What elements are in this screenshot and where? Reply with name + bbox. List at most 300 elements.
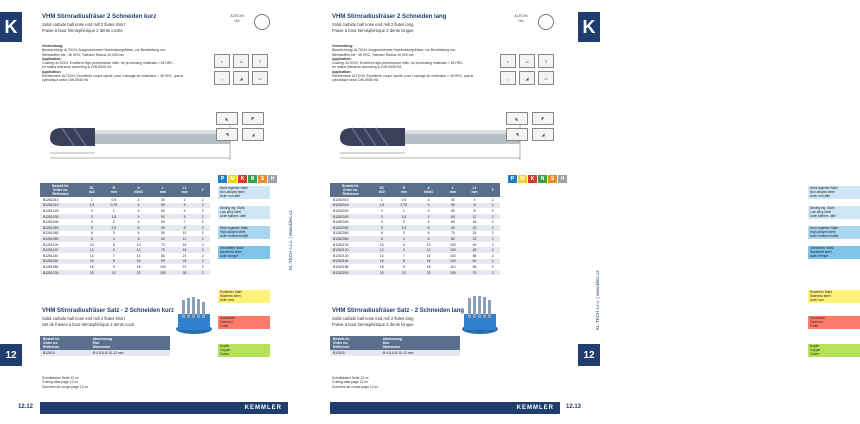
table-cell: 60: [442, 225, 464, 231]
table-cell: 2: [485, 270, 500, 276]
table-cell: 110: [450, 264, 456, 269]
material-label: Fonte: [220, 323, 229, 328]
table-cell: 7: [402, 253, 405, 258]
iso-material-codes-left: [218, 175, 277, 183]
table-cell: 9: [402, 264, 405, 269]
table-cell: 9: [112, 264, 115, 269]
column-header: R mm: [392, 183, 415, 197]
column-header: d h6/d1: [125, 183, 152, 197]
table-cell: 2: [201, 220, 204, 225]
slot-icon: ⊔: [519, 54, 535, 68]
application-line: Application:: [42, 56, 62, 61]
table-cell: 8: [81, 236, 102, 242]
table-cell: 2: [90, 208, 93, 213]
table-cell: B1262180: [333, 264, 349, 269]
set-column-header: Abmessung Size Dimension: [380, 336, 460, 350]
k-tab-left: [0, 12, 22, 42]
table-cell: 0,75: [392, 203, 415, 209]
table-cell: B1261060: [43, 231, 59, 236]
coating-label: ALTiCrN: [230, 14, 244, 18]
table-cell: B1261040: [43, 220, 59, 225]
table-cell: 56: [472, 253, 477, 258]
table-cell: 80: [442, 236, 464, 242]
iso-code-badge: H: [558, 175, 567, 183]
table-cell: 14: [136, 253, 141, 258]
table-cell: 16: [125, 259, 152, 265]
table-cell: 60: [450, 220, 455, 225]
table-cell: 2: [195, 225, 210, 231]
table-cell: 7: [183, 220, 186, 225]
page-title-right: VHM Stirnradiusfräser 2 Schneiden lang: [332, 14, 447, 20]
table-cell: 4: [137, 208, 140, 213]
table-cell: 1,5: [81, 203, 102, 209]
table-cell: 1: [380, 197, 383, 202]
set-table-right: [330, 336, 460, 356]
coating-sub: HA: [234, 19, 240, 23]
application-line: Verwendung:: [42, 44, 64, 48]
table-cell: 2: [485, 236, 500, 242]
vertical-website-text-right: KL-TECH s.r.o. | www.kltec.cz: [595, 270, 600, 330]
table-cell: 21: [182, 253, 187, 258]
set-cell: B12615: [40, 350, 90, 356]
tool-drawing-right: [330, 108, 530, 168]
table-cell: B1261030: [40, 214, 81, 220]
cutting-data-note-right: [332, 376, 378, 389]
material-label: Kupfer: [810, 344, 820, 348]
table-cell: 0,5: [111, 197, 117, 202]
table-cell: 4: [427, 197, 430, 202]
table-cell: 16: [371, 259, 392, 265]
table-cell: 5: [174, 214, 196, 220]
application-line: for radius tolerance according to DIN 6535 HA: [332, 65, 402, 70]
table-cell: 12: [174, 236, 196, 242]
table-cell: B1262030: [330, 214, 371, 220]
table-cell: 3: [402, 231, 405, 236]
set-column-header: Bestell-Nr. Order no. Référence: [40, 336, 90, 350]
cutting-data-line: Cutting data page 12.xx: [42, 380, 78, 385]
set-row: [40, 350, 170, 356]
shank-icon: ▭: [252, 71, 268, 85]
table-cell: 3: [174, 203, 196, 209]
material-label: Niedrig leg. Stahl: [810, 206, 835, 210]
spec-table-left: [40, 183, 210, 275]
application-line: Application:: [332, 56, 352, 61]
column-header: L mm: [152, 183, 174, 197]
workpiece-icon-3: ◥: [506, 128, 528, 141]
table-cell: 2: [201, 208, 204, 213]
table-cell: 2: [491, 253, 494, 258]
table-cell: 150: [442, 270, 464, 276]
material-label: Rostfreier Stahl: [810, 290, 832, 294]
material-box: [218, 206, 270, 219]
table-cell: 6: [90, 231, 93, 236]
table-cell: 5: [81, 225, 102, 231]
table-cell: 8: [415, 236, 442, 242]
table-cell: B1262040: [333, 220, 349, 225]
table-cell: 6: [392, 247, 415, 253]
table-cell: 1: [402, 208, 405, 213]
table-cell: 2: [491, 264, 494, 269]
iso-code-badge: H: [268, 175, 277, 183]
material-label: Nicht legierter Stahl: [220, 186, 248, 190]
material-box: [218, 226, 270, 239]
table-cell: 5: [371, 225, 392, 231]
table-cell: B1261020: [43, 208, 59, 213]
column-header: R mm: [102, 183, 125, 197]
chapter-tab-left: [0, 344, 22, 366]
application-line: Werkstoffen bis ~48 HRC, Toleranz Radius ±0,005 mm: [42, 52, 125, 57]
table-cell: 2: [491, 242, 494, 247]
column-header: Bestell-Nr. Order no. Référence: [330, 183, 371, 197]
table-cell: 6: [464, 203, 486, 209]
table-cell: 50: [152, 214, 174, 220]
table-cell: 50: [450, 197, 455, 202]
table-cell: B1261050: [40, 225, 81, 231]
table-cell: 4: [125, 203, 152, 209]
material-box: [808, 246, 860, 259]
table-cell: 100: [152, 270, 174, 276]
tool-icons-left: [214, 54, 274, 85]
table-cell: 100: [442, 259, 464, 265]
table-cell: 4: [392, 236, 415, 242]
cut-profile-icon: ◗: [214, 54, 230, 68]
material-label: Acier trempé: [810, 253, 829, 258]
table-cell: 65: [472, 264, 477, 269]
table-cell: 27: [182, 264, 187, 269]
table-cell: 12: [125, 247, 152, 253]
table-cell: 12: [415, 247, 442, 253]
workpiece-icon-2: ◤: [532, 112, 554, 125]
table-cell: 8: [125, 236, 152, 242]
table-cell: 70: [160, 242, 165, 247]
material-label: Gusseisen: [810, 316, 826, 320]
set-title-left: VHM Stirnradiusfräser Satz - 2 Schneiden kurz: [42, 308, 175, 314]
chapter-number: 12: [5, 349, 17, 361]
table-cell: 1: [112, 208, 115, 213]
table-cell: 2: [491, 231, 494, 236]
material-box: [808, 290, 860, 303]
material-label: Cuivre: [220, 351, 230, 356]
application-line: Coating: ALTiCrN, Excellent high-performance mills, for processing materials < 48 HRC,: [42, 61, 174, 66]
table-cell: 10: [102, 270, 125, 276]
table-cell: 1: [90, 197, 93, 202]
page-number-left: 12.12: [18, 404, 34, 410]
material-label: Acier faiblem. allié: [810, 213, 836, 218]
table-cell: 50: [152, 225, 174, 231]
table-cell: B1262020: [333, 208, 349, 213]
table-cell: 4: [427, 220, 430, 225]
table-cell: 14: [89, 253, 94, 258]
cutting-data-line: Schnittdaten Seite 12.xx: [332, 376, 369, 380]
right-page: [300, 0, 839, 424]
table-cell: B1261140: [43, 253, 59, 258]
table-cell: B1261160: [40, 259, 81, 265]
table-cell: 16: [415, 259, 442, 265]
k-tab-label: K: [4, 16, 18, 37]
application-line: Werkstoffen bis ~48 HRC, Toleranz Radius ±0,005 mm: [332, 52, 415, 57]
set-title-right: VHM Stirnradiusfräser Satz - 2 Schneiden lang: [332, 308, 465, 314]
table-cell: 90: [152, 259, 174, 265]
iso-code-badge: N: [538, 175, 547, 183]
iso-code-badge: N: [248, 175, 257, 183]
cutting-data-note-left: [42, 376, 88, 389]
coating-sub: HA: [518, 19, 524, 23]
table-cell: B1261100: [43, 242, 59, 247]
shank-icon: ▭: [538, 71, 554, 85]
flute-icon-right: [538, 14, 554, 30]
table-cell: 60: [464, 259, 486, 265]
material-label: Cast iron: [810, 319, 823, 324]
material-illustrations-left: [216, 112, 266, 140]
table-cell: 4: [415, 214, 442, 220]
material-box: [808, 206, 860, 219]
table-cell: 8: [473, 208, 476, 213]
material-label: High-alloyed steel: [220, 229, 246, 234]
application-line: Coating: ALTiCrN, Excellent high-performance mills, for processing materials < 48 HRC,: [332, 61, 464, 66]
material-label: Kupfer: [220, 344, 230, 348]
application-line: Revêtement: ALTiCrN, Excellente coupe rapide, pour l'usinage de matériaux < 48 HRC, queue: [42, 74, 184, 79]
material-label: Low-alloy steel: [220, 209, 242, 214]
cutting-data-line: Schnittdaten Seite 12.xx: [42, 376, 79, 380]
table-cell: 4: [137, 220, 140, 225]
contour-icon: ◡: [214, 71, 230, 85]
ramp-icon: ◢: [233, 71, 249, 85]
material-box: [808, 344, 860, 357]
table-cell: 12: [81, 247, 102, 253]
application-line: Verwendung:: [332, 44, 354, 48]
table-cell: 2: [195, 270, 210, 276]
material-box: [218, 246, 270, 259]
table-cell: 2: [491, 197, 494, 202]
table-cell: 30: [174, 270, 196, 276]
table-cell: 32: [464, 236, 486, 242]
contour-icon: ◡: [500, 71, 516, 85]
table-cell: 4: [380, 220, 383, 225]
application-line: Application:: [42, 69, 62, 74]
set-row: [330, 350, 460, 356]
table-cell: 5: [402, 242, 405, 247]
set-cell: Ø 4-5-6-8-10-12 mm: [380, 350, 460, 356]
table-cell: 8: [174, 225, 196, 231]
table-cell: B1262010: [333, 197, 349, 202]
column-header: D1 h10: [81, 183, 102, 197]
table-cell: 14: [379, 253, 384, 258]
table-cell: 2: [485, 259, 500, 265]
table-cell: 6: [125, 225, 152, 231]
material-label: Acier non allié: [810, 193, 831, 198]
chapter-number: 12: [583, 349, 595, 361]
subtitle-fr-right: Fraise à bout hémisphérique 2 dents longue: [332, 28, 414, 33]
material-label: Gusseisen: [220, 316, 236, 320]
subtitle-en-right: Solid carbide ball nose end mill 2 flutes long: [332, 22, 414, 27]
page-title-left: VHM Stirnradiusfräser 2 Schneiden kurz: [42, 14, 157, 20]
spec-table-right: [330, 183, 500, 275]
k-tab-label: K: [582, 16, 596, 37]
application-line: Beschichtung: ALTiCrN, Ausgezeichnete Hochleistungsfräser, zur Bearbeitung von: [42, 48, 166, 53]
table-cell: 0,5: [401, 197, 407, 202]
table-cell: 2: [485, 203, 500, 209]
table-cell: 18: [136, 264, 141, 269]
application-line: cylindrique selon DIN 6535 HA: [332, 78, 379, 83]
table-cell: 2: [380, 208, 383, 213]
brand-logo: KEMMLER: [244, 405, 282, 411]
end-mill-image: [50, 128, 230, 146]
workpiece-icon-2: ◤: [242, 112, 264, 125]
material-label: Hardened steel: [810, 249, 832, 254]
subtitle-en-left: Solid carbide ball nose end mill 2 flutes short: [42, 22, 125, 27]
material-label: High-alloyed steel: [810, 229, 836, 234]
set-subtitle-en-left: Solid carbide ball nose end mill 2 flutes short: [42, 316, 125, 321]
coating-label: ALTiCrN: [514, 14, 528, 18]
material-label: Acier inox.: [810, 297, 825, 302]
plunge-icon: ↧: [538, 54, 554, 68]
material-box: [218, 316, 270, 329]
table-header-row: [330, 183, 500, 197]
table-cell: 70: [450, 231, 455, 236]
cutting-data-line: Données de coupe page 12.xx: [332, 384, 378, 389]
table-cell: B1261015: [40, 203, 81, 209]
set-subtitle-en-right: Solid carbide ball nose end mill 2 flutes long: [332, 316, 414, 321]
table-cell: 10: [426, 242, 431, 247]
end-mill-image: [340, 128, 520, 146]
material-label: Hoch legierter Stahl: [810, 226, 838, 230]
table-cell: 12: [371, 247, 392, 253]
material-label: Acier trempé: [220, 253, 239, 258]
table-cell: 10: [89, 242, 94, 247]
table-cell: 50: [442, 203, 464, 209]
table-cell: 10: [392, 270, 415, 276]
table-cell: B1261120: [40, 247, 81, 253]
workpiece-icon-4: ◢: [242, 128, 264, 141]
iso-code-badge: M: [228, 175, 237, 183]
table-cell: 4: [183, 208, 186, 213]
k-tab-right: [578, 12, 600, 42]
set-table-left: [40, 336, 170, 356]
material-label: Rostfreier Stahl: [220, 290, 242, 294]
table-row: [330, 270, 500, 276]
table-cell: 2: [491, 208, 494, 213]
table-cell: 75: [152, 247, 174, 253]
material-label: Copper: [220, 347, 231, 352]
iso-code-badge: P: [508, 175, 517, 183]
set-subtitle-fr-right: Fraise à bout hémisphérique 2 dents longue: [332, 322, 414, 327]
table-cell: 24: [174, 259, 196, 265]
material-label: Stainless steel: [220, 293, 241, 298]
set-cell: Ø 4-5-6-8-10-12 mm: [90, 350, 170, 356]
table-cell: 2: [485, 225, 500, 231]
table-cell: 20: [81, 270, 102, 276]
table-cell: 18: [89, 264, 94, 269]
cutting-data-line: Données de coupe page 12.xx: [42, 384, 88, 389]
material-label: Cast iron: [220, 319, 233, 324]
table-cell: B1262200: [330, 270, 371, 276]
table-cell: 2: [195, 203, 210, 209]
column-header: Z: [195, 183, 210, 197]
table-cell: 4: [427, 208, 430, 213]
material-label: Acier fortement allié: [810, 233, 839, 238]
table-cell: 2,5: [392, 225, 415, 231]
table-cell: 50: [160, 231, 165, 236]
table-cell: 4: [90, 220, 93, 225]
set-header-row: [40, 336, 170, 350]
table-cell: 14: [426, 253, 431, 258]
table-cell: 20: [415, 270, 442, 276]
application-line: for radius tolerance according to DIN 6535 HA: [42, 65, 112, 70]
workpiece-icon: ◣: [216, 112, 238, 125]
left-page: [0, 0, 300, 424]
table-cell: 4: [415, 203, 442, 209]
table-header-row: [40, 183, 210, 197]
vertical-website-text: KL-TECH s.r.o. | www.kltec.cz: [288, 210, 293, 270]
material-box: [808, 316, 860, 329]
table-cell: 100: [442, 247, 464, 253]
table-row: [40, 270, 210, 276]
material-illustrations-right: [506, 112, 556, 140]
material-label: Acier faiblem. allié: [220, 213, 246, 218]
table-cell: 24: [472, 231, 477, 236]
material-box: [808, 186, 860, 199]
table-cell: 3: [112, 231, 115, 236]
tool-drawing-left: [40, 108, 240, 168]
table-cell: 7: [112, 253, 115, 258]
table-cell: B1262120: [330, 247, 371, 253]
table-cell: 6: [380, 231, 383, 236]
table-cell: 15: [182, 242, 187, 247]
application-line: cylindrique selon DIN 6535 HA: [42, 78, 89, 83]
material-label: Acier inox.: [220, 297, 235, 302]
table-cell: 2: [195, 247, 210, 253]
table-cell: 18: [174, 247, 196, 253]
table-cell: 100: [450, 242, 456, 247]
table-cell: 2: [201, 242, 204, 247]
flute-icon-left: [254, 14, 270, 30]
table-cell: 40: [472, 242, 477, 247]
table-cell: 2: [491, 220, 494, 225]
material-label: Copper: [810, 347, 821, 352]
material-label: Acier fortement allié: [220, 233, 249, 238]
table-cell: 50: [160, 197, 165, 202]
table-cell: 50: [450, 208, 455, 213]
table-cell: 2: [195, 236, 210, 242]
table-cell: 8: [371, 236, 392, 242]
table-cell: 2: [183, 197, 186, 202]
material-label: Nicht legierter Stahl: [810, 186, 838, 190]
application-line: Revêtement: ALTiCrN, Excellente coupe rapide, pour l'usinage de matériaux < 48 HRC, queue: [332, 74, 474, 79]
table-cell: 6: [427, 231, 430, 236]
table-cell: 60: [152, 236, 174, 242]
set-cell: B12625: [330, 350, 380, 356]
material-label: Niedrig leg. Stahl: [220, 206, 245, 210]
iso-code-badge: K: [238, 175, 247, 183]
set-header-row: [330, 336, 460, 350]
table-cell: 50: [160, 208, 165, 213]
table-cell: B1261180: [43, 264, 59, 269]
material-label: Gehärteter Stahl: [220, 246, 244, 250]
application-line: Beschichtung: ALTiCrN, Ausgezeichnete Hochleistungsfräser, zur Bearbeitung von: [332, 48, 456, 53]
set-column-header: Abmessung Size Dimension: [90, 336, 170, 350]
tool-icons-right: [500, 54, 560, 85]
column-header: L1 mm: [174, 183, 196, 197]
column-header: L mm: [442, 183, 464, 197]
workpiece-icon-3: ◥: [216, 128, 238, 141]
page-number-right: 12.13: [566, 404, 582, 410]
table-cell: 6: [415, 225, 442, 231]
iso-code-badge: P: [218, 175, 227, 183]
table-cell: B1262160: [330, 259, 371, 265]
table-cell: 3: [371, 214, 392, 220]
footer-bar-right: [330, 402, 560, 414]
iso-code-badge: S: [258, 175, 267, 183]
